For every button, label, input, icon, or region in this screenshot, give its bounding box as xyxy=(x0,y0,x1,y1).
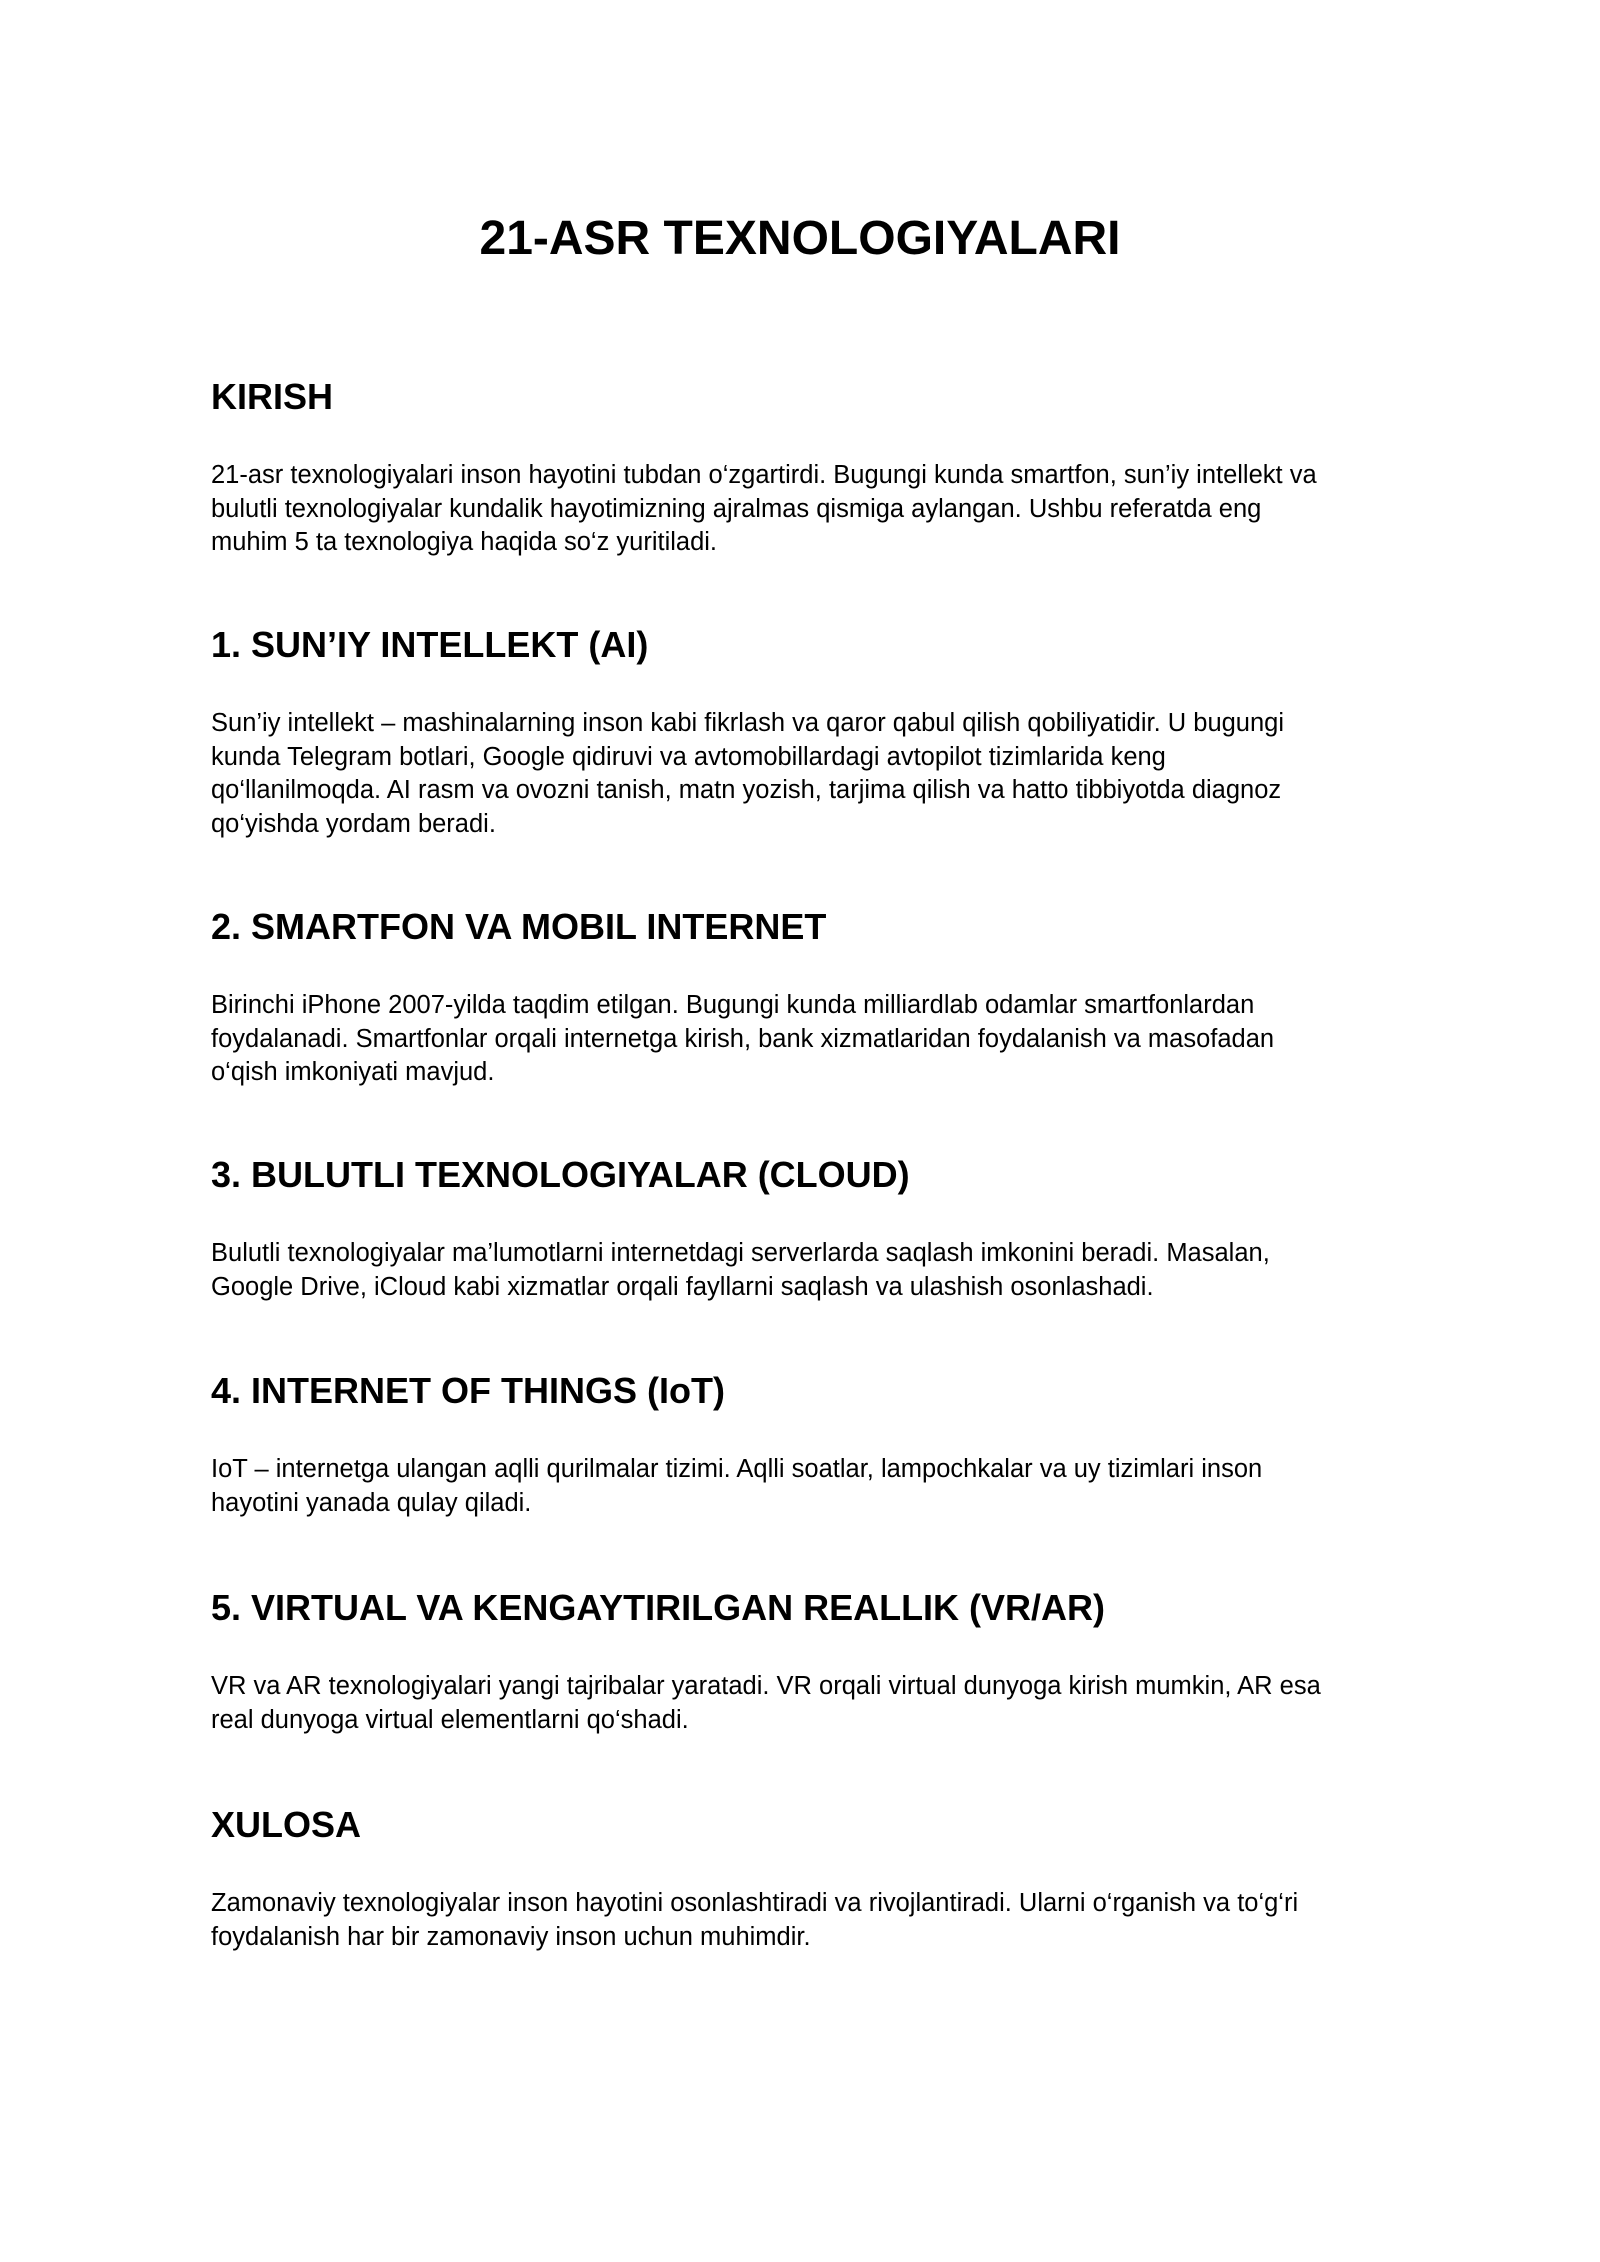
section-heading: XULOSA xyxy=(211,1804,362,1845)
section-paragraph: IoT – internetga ulangan aqlli qurilmalar tizimi. Aqlli soatlar, lampochkalar va uy tizimlari inson hayotini yanada qulay qiladi. xyxy=(211,1455,1263,1517)
section-paragraph: Birinchi iPhone 2007-yilda taqdim etilgan. Bugungi kunda milliardlab odamlar smartfonlardan foydalanadi. Smartfonlar orqali internetga kirish, bank xizmatlaridan foydalanish va masofadan o‘qish imkoniyati mavjud. xyxy=(211,991,1275,1086)
section-xulosa xyxy=(211,1802,1411,1954)
section-paragraph: VR va AR texnologiyalari yangi tajribalar yaratadi. VR orqali virtual dunyoga kirish mumkin, AR esa real dunyoga virtual elementlarni qo‘shadi. xyxy=(211,1672,1321,1734)
section-heading: 3. BULUTLI TEXNOLOGIYALAR (CLOUD) xyxy=(211,1154,910,1195)
section-heading: KIRISH xyxy=(211,376,334,417)
section-heading: 1. SUN’IY INTELLEKT (AI) xyxy=(211,624,649,665)
section-heading: 2. SMARTFON VA MOBIL INTERNET xyxy=(211,906,827,947)
section-paragraph: 21-asr texnologiyalari inson hayotini tubdan o‘zgartirdi. Bugungi kunda smartfon, sun’iy intellekt va bulutli texnologiyalar kundalik hayotimizning ajralmas qismiga aylangan. Ushbu referatda eng muhim 5 ta texnologiya haqida so‘z yuritiladi. xyxy=(211,461,1317,556)
section-paragraph: Sun’iy intellekt – mashinalarning inson kabi fikrlash va qaror qabul qilish qobiliyatidir. U bugungi kunda Telegram botlari, Google qidiruvi va avtomobillardagi avtopilot tizimlarida keng qo‘llanilmoqda. AI rasm va ovozni tanish, matn yozish, tarjima qilish va hatto tibbiyotda diagnoz qo‘yishda yordam beradi. xyxy=(211,709,1285,838)
section-iot xyxy=(211,1368,1411,1520)
document-title: 21-ASR TEXNOLOGIYALARI xyxy=(479,212,1121,265)
section-smartfon xyxy=(211,904,1411,1090)
section-paragraph: Bulutli texnologiyalar ma’lumotlarni internetdagi serverlarda saqlash imkonini beradi. Masalan, Google Drive, iCloud kabi xizmatlar orqali fayllarni saqlash va ulashish osonlashadi. xyxy=(211,1239,1270,1301)
section-heading: 5. VIRTUAL VA KENGAYTIRILGAN REALLIK (VR/AR) xyxy=(211,1587,1106,1628)
section-heading: 4. INTERNET OF THINGS (IoT) xyxy=(211,1370,725,1411)
section-paragraph: Zamonaviy texnologiyalar inson hayotini osonlashtiradi va rivojlantiradi. Ularni o‘rganish va to‘g‘ri foydalanish har bir zamonaviy inson uchun muhimdir. xyxy=(211,1889,1299,1951)
section-vr-ar xyxy=(211,1585,1411,1737)
section-bulutli xyxy=(211,1152,1411,1304)
section-suniy-intellekt xyxy=(211,622,1411,841)
section-kirish xyxy=(211,374,1411,560)
